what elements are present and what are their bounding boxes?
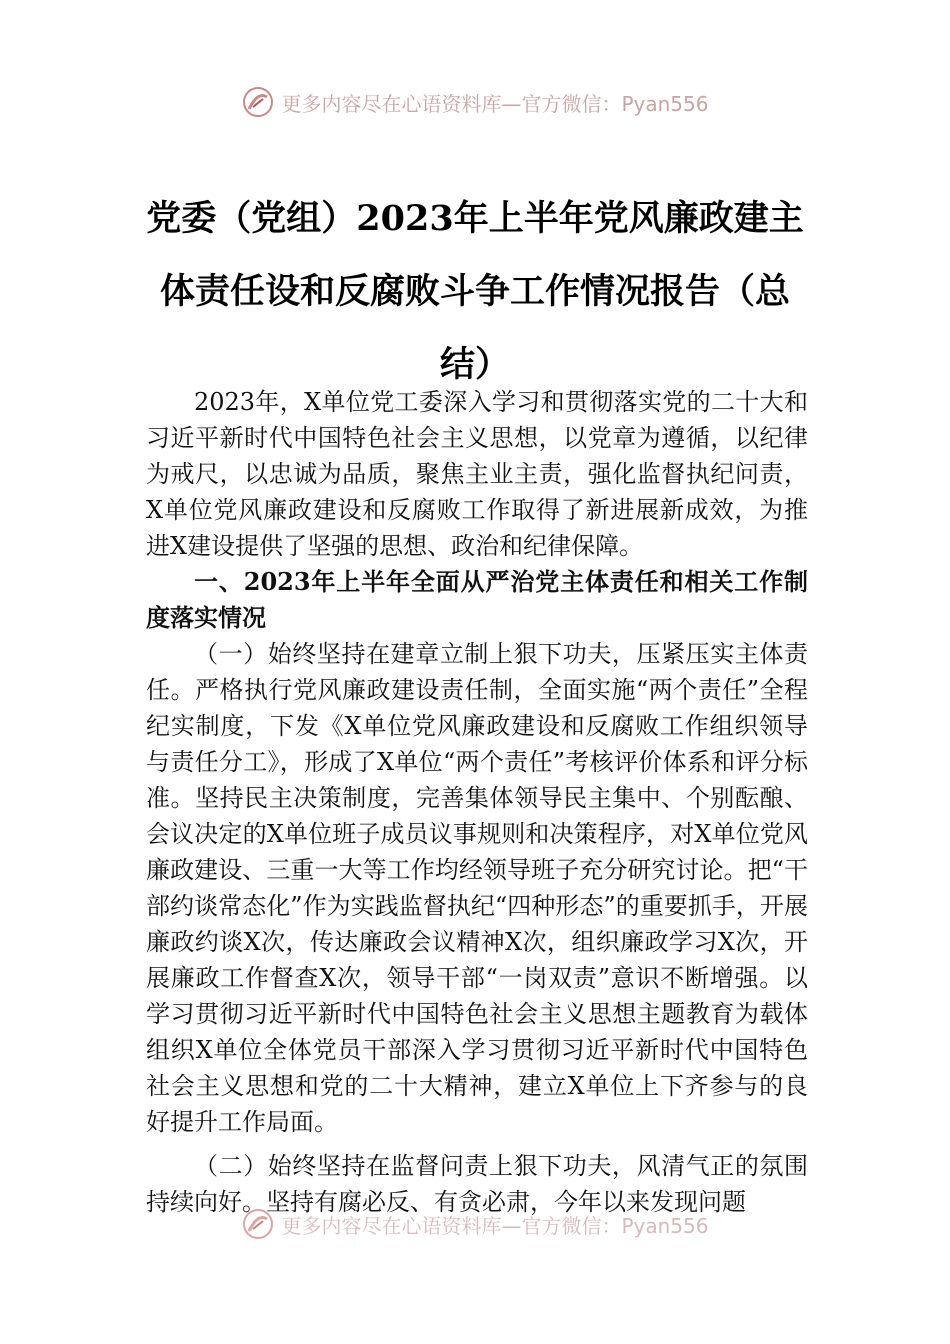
seal-logo-icon <box>241 1207 275 1241</box>
title-line-1: 党委（党组）2023年上半年党风廉政建主 <box>146 198 804 239</box>
section-2-paragraph: （二）始终坚持在监督问责上狠下功夫，风清气正的氛围持续向好。坚持有腐必反、有贪必肃，今年以来发现问题 <box>146 1152 808 1216</box>
document-title <box>120 182 830 401</box>
section-heading-1: 一、2023年上半年全面从严治党主体责任和相关工作制度落实情况 <box>146 567 808 632</box>
document-body <box>146 384 808 1220</box>
title-line-2: 体责任设和反腐败斗争工作情况报告（总 <box>159 271 790 312</box>
watermark-text: 更多内容尽在心语资料库—官方微信：Pyan556 <box>281 1213 709 1238</box>
section-1-paragraph: （一）始终坚持在建章立制上狠下功夫，压紧压实主体责任。严格执行党风廉政建设责任制，全面实施“两个责任”全程纪实制度，下发《X单位党风廉政建设和反腐败工作组织领导与责任分工》，形成了X单位“两个责任”考核评价体系和评分标准。坚持民主决策制度，完善集体领导民主集中、个别酝酿、会议决定的X单位班子成员议事规则和决策程序，对X单位党风廉政建设、三重一大等工作均经领导班子充分研究讨论。把“干部约谈常态化”作为实践监督执纪“四种形态”的重要抓手，开展廉政约谈X次，传达廉政会议精神X次，组织廉政学习X次，开展廉政工作督查X次，领导干部“一岗双责”意识不断增强。以学习贯彻习近平新时代中国特色社会主义思想主题教育为载体组织X单位全体党员干部深入学习贯彻习近平新时代中国特色社会主义思想和党的二十大精神，建立X单位上下齐参与的良好提升工作局面。 <box>146 640 808 1136</box>
title-line-3: 结） <box>439 344 510 385</box>
seal-logo-icon <box>241 85 275 119</box>
intro-paragraph: 2023年，X单位党工委深入学习和贯彻落实党的二十大和习近平新时代中国特色社会主义思想，以党章为遵循，以纪律为戒尺，以忠诚为品质，聚焦主业主责，强化监督执纪问责，X单位党风廉政建设和反腐败工作取得了新进展新成效，为推进X建设提供了坚强的思想、政治和纪律保障。 <box>146 388 808 560</box>
watermark-footer <box>0 1204 950 1244</box>
watermark-header <box>0 82 950 122</box>
watermark-text: 更多内容尽在心语资料库—官方微信：Pyan556 <box>281 91 709 116</box>
